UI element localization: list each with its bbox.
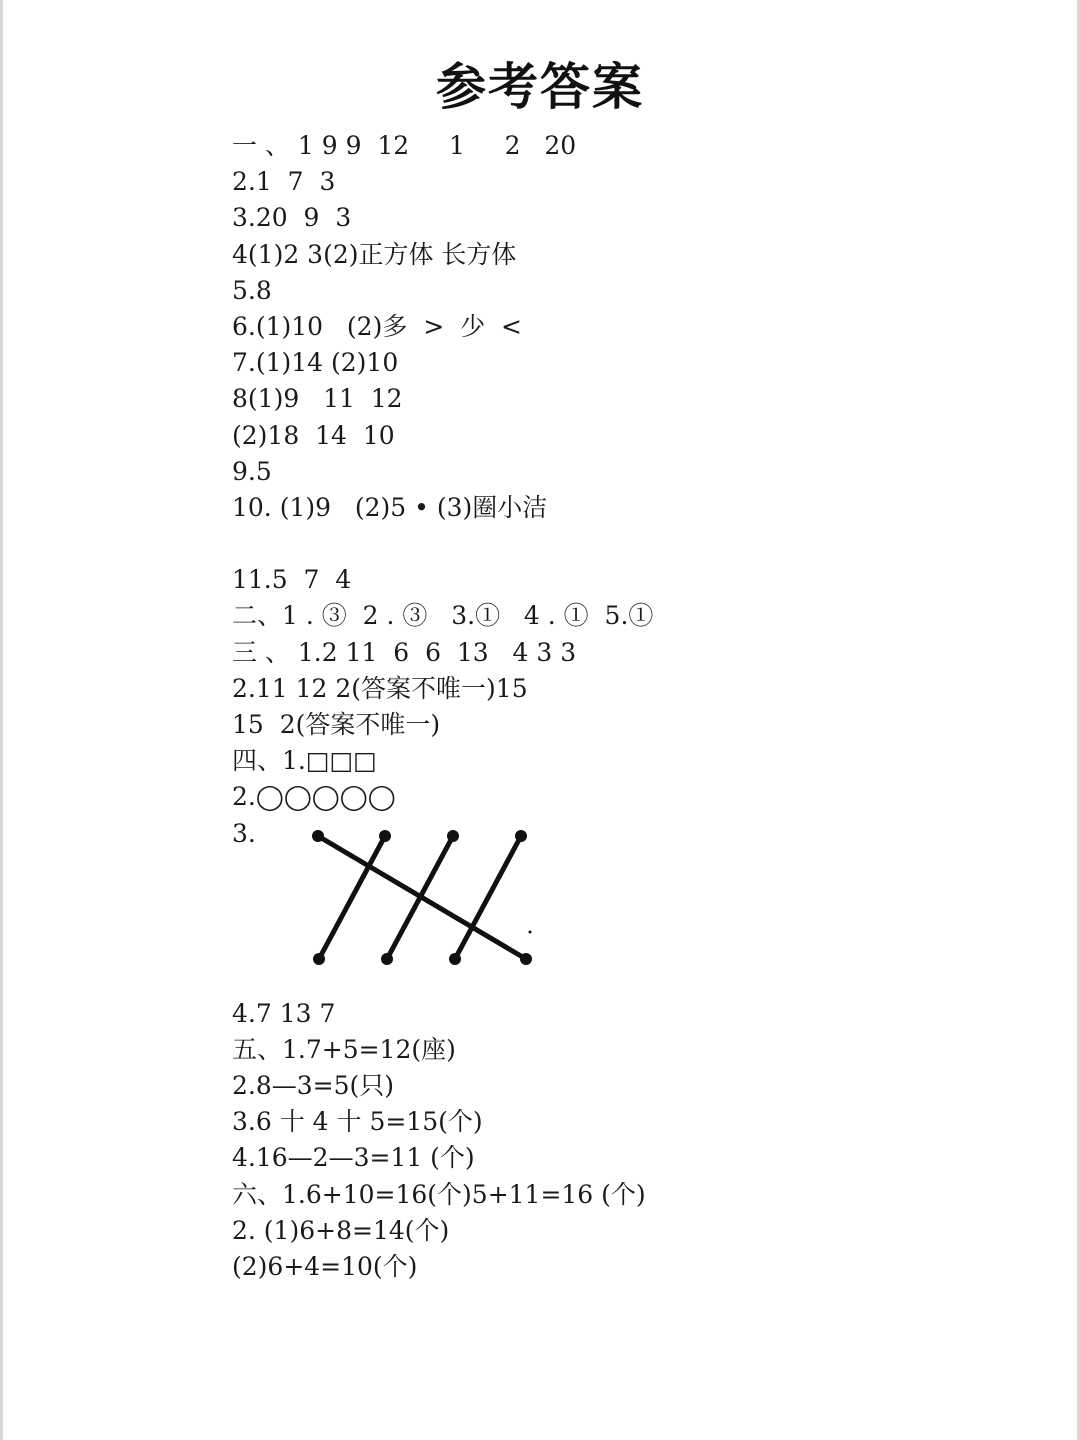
answer-line-1: 一 、 1 9 9 12 1 2 20 [232, 131, 577, 160]
answer-line-4: 4(1)2 3(2)正方体 长方体 [232, 239, 517, 269]
top-dot-2 [379, 830, 391, 842]
answer-line-7: 7.(1)14 (2)10 [232, 348, 399, 378]
answer-line-13: 二、1 . ③ 2 . ③ 3.① 4 . ① 5.① [232, 601, 654, 631]
page-title: 参考答案 [436, 58, 644, 116]
answer-line-11: 10. (1)9 (2)5 • (3)圈小洁 [232, 492, 548, 522]
answer-line-5: 5.8 [232, 275, 272, 305]
answer-line-24: 4.16—2—3=11 (个) [232, 1143, 475, 1173]
answer-line-2: 2.1 7 3 [232, 167, 336, 197]
answer-line-9: (2)18 14 10 [232, 420, 395, 450]
blank-line [232, 526, 1032, 562]
answer-line-25: 六、1.6+10=16(个)5+11=16 (个) [232, 1179, 646, 1209]
answer-line-17: 四、1.□□□ [232, 746, 377, 776]
top-dot-1 [312, 830, 324, 842]
answer-line-6: 6.(1)10 (2)多 > 少 < [232, 311, 522, 341]
stray-dot [529, 930, 532, 933]
top-dot-3 [447, 830, 459, 842]
connect-line-4 [455, 836, 521, 959]
answer-line-8: 8(1)9 11 12 [232, 384, 403, 414]
answer-line-21: 五、1.7+5=12(座) [232, 1034, 456, 1064]
bottom-dot-1 [313, 953, 325, 965]
top-dot-4 [515, 830, 527, 842]
connect-line-3 [387, 836, 453, 959]
answer-line-15: 2.11 12 2(答案不唯一)15 [232, 673, 528, 703]
answer-line-20: 4.7 13 7 [232, 998, 336, 1028]
answer-line-10: 9.5 [232, 456, 272, 486]
bottom-dot-2 [381, 953, 393, 965]
answer-line-23: 3.6 十 4 十 5=15(个) [232, 1107, 483, 1137]
answer-line-12: 11.5 7 4 [232, 565, 352, 595]
page-border-left [0, 0, 3, 1440]
answer-line-22: 2.8—3=5(只) [232, 1070, 395, 1100]
answer-line-14: 三 、 1.2 11 6 6 13 4 3 3 [232, 637, 577, 667]
answer-line-18: 2.◯◯◯◯◯ [232, 782, 396, 812]
answer-line-3: 3.20 9 3 [232, 203, 352, 233]
answer-line-26: 2. (1)6+8=14(个) [232, 1215, 450, 1245]
answer-line-16: 15 2(答案不唯一) [232, 710, 441, 739]
answer-line-27: (2)6+4=10(个) [232, 1251, 418, 1281]
bottom-dot-3 [449, 953, 461, 965]
answer-line-19: 3. [232, 818, 256, 848]
answer-list [232, 128, 1032, 1285]
bottom-dot-4 [520, 953, 532, 965]
matching-diagram-row [232, 816, 1032, 996]
matching-lines-diagram [302, 816, 542, 996]
